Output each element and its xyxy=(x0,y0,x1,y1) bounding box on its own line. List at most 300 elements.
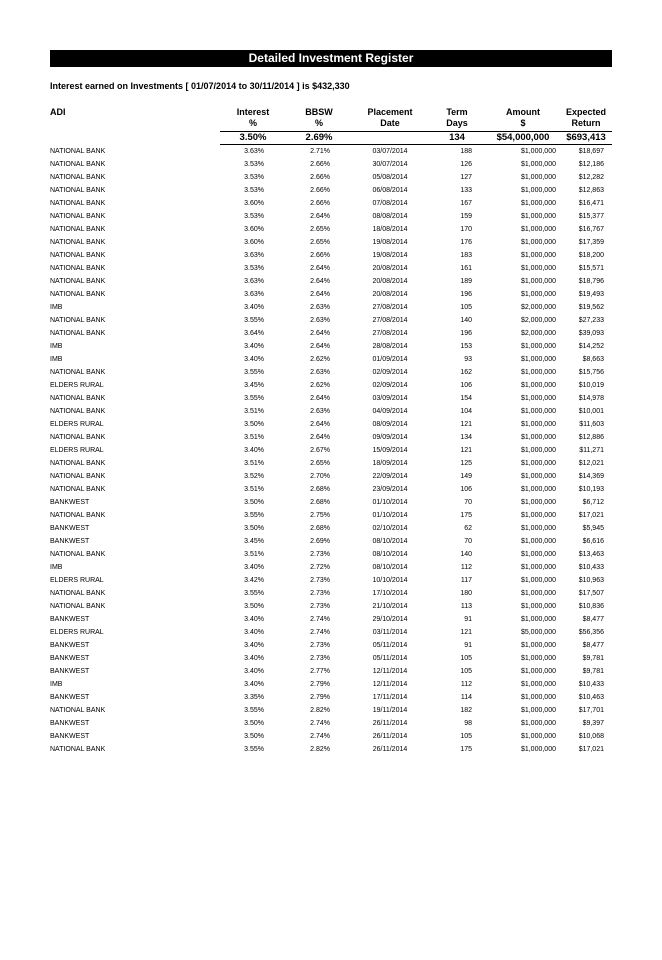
term-days: 196 xyxy=(460,291,472,298)
term-days: 70 xyxy=(464,499,472,506)
table-row xyxy=(50,626,612,639)
expected-return: $15,377 xyxy=(578,213,604,220)
interest-rate: 3.63% xyxy=(244,148,264,155)
interest-rate: 3.40% xyxy=(244,356,264,363)
amount: $1,000,000 xyxy=(520,616,556,623)
expected-return: $16,471 xyxy=(578,200,604,207)
expected-return: $10,001 xyxy=(578,408,604,415)
bbsw-rate: 2.63% xyxy=(310,408,330,415)
header-term-line2: Days xyxy=(446,118,468,128)
interest-rate: 3.40% xyxy=(244,447,264,454)
placement-date: 02/10/2014 xyxy=(372,525,408,532)
amount: $1,000,000 xyxy=(520,538,556,545)
adi-name: BANKWEST xyxy=(50,720,90,727)
amount: $1,000,000 xyxy=(520,161,556,168)
adi-name: IMB xyxy=(50,564,63,571)
placement-date: 30/07/2014 xyxy=(372,161,408,168)
expected-return: $27,233 xyxy=(578,317,604,324)
expected-return: $15,571 xyxy=(578,265,604,272)
table-row xyxy=(50,379,612,392)
bbsw-rate: 2.67% xyxy=(310,447,330,454)
adi-name: ELDERS RURAL xyxy=(50,629,104,636)
interest-rate: 3.40% xyxy=(244,681,264,688)
term-days: 106 xyxy=(460,382,472,389)
bbsw-rate: 2.73% xyxy=(310,655,330,662)
interest-rate: 3.51% xyxy=(244,434,264,441)
term-days: 113 xyxy=(460,603,472,610)
amount: $1,000,000 xyxy=(520,356,556,363)
amount: $1,000,000 xyxy=(520,499,556,506)
placement-date: 22/09/2014 xyxy=(372,473,408,480)
table-row xyxy=(50,561,612,574)
interest-rate: 3.50% xyxy=(244,525,264,532)
placement-date: 27/08/2014 xyxy=(372,304,408,311)
total-expected-return: $693,413 xyxy=(560,132,612,145)
bbsw-rate: 2.71% xyxy=(310,148,330,155)
adi-name: IMB xyxy=(50,681,63,688)
expected-return: $13,463 xyxy=(578,551,604,558)
expected-return: $10,836 xyxy=(578,603,604,610)
expected-return: $15,756 xyxy=(578,369,604,376)
placement-date: 08/10/2014 xyxy=(372,538,408,545)
bbsw-rate: 2.63% xyxy=(310,304,330,311)
expected-return: $17,359 xyxy=(578,239,604,246)
header-amount-line1: Amount xyxy=(506,107,540,117)
placement-date: 10/10/2014 xyxy=(372,577,408,584)
placement-date: 20/08/2014 xyxy=(372,265,408,272)
table-row xyxy=(50,600,612,613)
adi-name: NATIONAL BANK xyxy=(50,161,106,168)
bbsw-rate: 2.65% xyxy=(310,460,330,467)
totals-date-spacer xyxy=(352,132,428,145)
expected-return: $12,886 xyxy=(578,434,604,441)
term-days: 117 xyxy=(460,577,472,584)
placement-date: 27/08/2014 xyxy=(372,317,408,324)
adi-name: NATIONAL BANK xyxy=(50,551,106,558)
table-row xyxy=(50,314,612,327)
table-row xyxy=(50,275,612,288)
interest-rate: 3.42% xyxy=(244,577,264,584)
table-row xyxy=(50,730,612,743)
table-row xyxy=(50,665,612,678)
interest-summary: Interest earned on Investments [ 01/07/2014 to 30/11/2014 ] is $432,330 xyxy=(50,81,350,91)
amount: $1,000,000 xyxy=(520,278,556,285)
bbsw-rate: 2.74% xyxy=(310,733,330,740)
bbsw-rate: 2.64% xyxy=(310,330,330,337)
term-days: 170 xyxy=(460,226,472,233)
bbsw-rate: 2.74% xyxy=(310,720,330,727)
amount: $1,000,000 xyxy=(520,213,556,220)
table-row xyxy=(50,678,612,691)
adi-name: BANKWEST xyxy=(50,642,90,649)
placement-date: 19/08/2014 xyxy=(372,239,408,246)
interest-rate: 3.60% xyxy=(244,239,264,246)
term-days: 91 xyxy=(464,616,472,623)
expected-return: $11,603 xyxy=(579,421,604,428)
expected-return: $9,397 xyxy=(582,720,604,727)
total-interest: 3.50% xyxy=(220,132,286,145)
expected-return: $17,507 xyxy=(578,590,604,597)
interest-rate: 3.50% xyxy=(244,499,264,506)
adi-name: NATIONAL BANK xyxy=(50,213,106,220)
table-row xyxy=(50,704,612,717)
table-row xyxy=(50,353,612,366)
term-days: 127 xyxy=(460,174,472,181)
term-days: 154 xyxy=(460,395,472,402)
term-days: 126 xyxy=(460,161,472,168)
adi-name: BANKWEST xyxy=(50,525,90,532)
expected-return: $6,712 xyxy=(582,499,604,506)
placement-date: 02/09/2014 xyxy=(372,382,408,389)
expected-return: $18,200 xyxy=(578,252,604,259)
investment-rows xyxy=(50,145,612,757)
adi-name: NATIONAL BANK xyxy=(50,278,106,285)
amount: $2,000,000 xyxy=(520,317,556,324)
table-row xyxy=(50,288,612,301)
page-title: Detailed Investment Register xyxy=(50,50,612,67)
table-row xyxy=(50,392,612,405)
bbsw-rate: 2.73% xyxy=(310,577,330,584)
term-days: 140 xyxy=(460,551,472,558)
table-row xyxy=(50,743,612,756)
placement-date: 02/09/2014 xyxy=(372,369,408,376)
table-row xyxy=(50,652,612,665)
expected-return: $10,433 xyxy=(578,681,604,688)
expected-return: $17,021 xyxy=(578,746,604,753)
amount: $1,000,000 xyxy=(520,603,556,610)
interest-rate: 3.40% xyxy=(244,343,264,350)
term-days: 62 xyxy=(464,525,472,532)
term-days: 175 xyxy=(460,746,472,753)
term-days: 104 xyxy=(460,408,472,415)
term-days: 105 xyxy=(460,668,472,675)
interest-rate: 3.50% xyxy=(244,603,264,610)
placement-date: 12/11/2014 xyxy=(372,668,408,675)
bbsw-rate: 2.66% xyxy=(310,174,330,181)
expected-return: $10,963 xyxy=(578,577,604,584)
term-days: 167 xyxy=(460,200,472,207)
table-row xyxy=(50,587,612,600)
bbsw-rate: 2.68% xyxy=(310,499,330,506)
interest-rate: 3.55% xyxy=(244,512,264,519)
term-days: 105 xyxy=(460,733,472,740)
bbsw-rate: 2.64% xyxy=(310,343,330,350)
placement-date: 09/09/2014 xyxy=(372,434,408,441)
bbsw-rate: 2.79% xyxy=(310,694,330,701)
expected-return: $56,356 xyxy=(578,629,604,636)
totals-spacer xyxy=(50,132,220,145)
amount: $1,000,000 xyxy=(520,681,556,688)
table-row xyxy=(50,301,612,314)
interest-rate: 3.51% xyxy=(244,408,264,415)
placement-date: 15/09/2014 xyxy=(372,447,408,454)
bbsw-rate: 2.63% xyxy=(310,369,330,376)
placement-date: 03/07/2014 xyxy=(372,148,408,155)
expected-return: $16,767 xyxy=(578,226,604,233)
adi-name: ELDERS RURAL xyxy=(50,382,104,389)
amount: $1,000,000 xyxy=(520,447,556,454)
table-row xyxy=(50,509,612,522)
header-amount xyxy=(486,107,560,132)
interest-rate: 3.35% xyxy=(244,694,264,701)
table-row xyxy=(50,444,612,457)
term-days: 114 xyxy=(460,694,472,701)
placement-date: 20/08/2014 xyxy=(372,291,408,298)
bbsw-rate: 2.66% xyxy=(310,200,330,207)
adi-name: BANKWEST xyxy=(50,616,90,623)
placement-date: 19/11/2014 xyxy=(372,707,408,714)
term-days: 121 xyxy=(460,421,472,428)
adi-name: NATIONAL BANK xyxy=(50,252,106,259)
placement-date: 17/10/2014 xyxy=(372,590,408,597)
amount: $1,000,000 xyxy=(520,525,556,532)
bbsw-rate: 2.72% xyxy=(310,564,330,571)
amount: $1,000,000 xyxy=(520,265,556,272)
adi-name: NATIONAL BANK xyxy=(50,265,106,272)
term-days: 121 xyxy=(460,629,472,636)
interest-rate: 3.60% xyxy=(244,226,264,233)
header-expected-line1: Expected xyxy=(565,107,607,117)
amount: $1,000,000 xyxy=(520,746,556,753)
expected-return: $6,616 xyxy=(582,538,604,545)
bbsw-rate: 2.75% xyxy=(310,512,330,519)
term-days: 98 xyxy=(464,720,472,727)
placement-date: 01/09/2014 xyxy=(372,356,408,363)
adi-name: NATIONAL BANK xyxy=(50,590,106,597)
amount: $1,000,000 xyxy=(520,512,556,519)
interest-rate: 3.55% xyxy=(244,590,264,597)
amount: $1,000,000 xyxy=(520,460,556,467)
placement-date: 01/10/2014 xyxy=(372,512,408,519)
adi-name: NATIONAL BANK xyxy=(50,226,106,233)
header-placement-date xyxy=(352,107,428,132)
table-row xyxy=(50,405,612,418)
interest-rate: 3.63% xyxy=(244,291,264,298)
bbsw-rate: 2.64% xyxy=(310,434,330,441)
term-days: 91 xyxy=(464,642,472,649)
placement-date: 07/08/2014 xyxy=(372,200,408,207)
expected-return: $39,093 xyxy=(578,330,604,337)
amount: $1,000,000 xyxy=(520,291,556,298)
amount: $1,000,000 xyxy=(520,434,556,441)
bbsw-rate: 2.64% xyxy=(310,421,330,428)
interest-rate: 3.53% xyxy=(244,265,264,272)
expected-return: $17,021 xyxy=(578,512,604,519)
table-row xyxy=(50,535,612,548)
term-days: 133 xyxy=(460,187,472,194)
placement-date: 26/11/2014 xyxy=(372,746,408,753)
adi-name: NATIONAL BANK xyxy=(50,291,106,298)
amount: $1,000,000 xyxy=(520,707,556,714)
bbsw-rate: 2.66% xyxy=(310,252,330,259)
bbsw-rate: 2.69% xyxy=(310,538,330,545)
placement-date: 01/10/2014 xyxy=(372,499,408,506)
placement-date: 12/11/2014 xyxy=(372,681,408,688)
expected-return: $10,068 xyxy=(578,733,604,740)
table-row xyxy=(50,210,612,223)
expected-return: $18,697 xyxy=(578,148,604,155)
amount: $1,000,000 xyxy=(520,252,556,259)
term-days: 196 xyxy=(460,330,472,337)
interest-rate: 3.55% xyxy=(244,317,264,324)
amount: $2,000,000 xyxy=(520,330,556,337)
amount: $1,000,000 xyxy=(520,395,556,402)
expected-return: $12,186 xyxy=(578,161,604,168)
bbsw-rate: 2.64% xyxy=(310,278,330,285)
amount: $1,000,000 xyxy=(520,226,556,233)
adi-name: IMB xyxy=(50,343,63,350)
term-days: 106 xyxy=(460,486,472,493)
adi-name: NATIONAL BANK xyxy=(50,147,106,155)
table-row xyxy=(50,431,612,444)
term-days: 189 xyxy=(460,278,472,285)
table-row xyxy=(50,613,612,626)
amount: $1,000,000 xyxy=(520,200,556,207)
table-row xyxy=(50,236,612,249)
expected-return: $8,477 xyxy=(582,616,604,623)
table-row xyxy=(50,548,612,561)
amount: $1,000,000 xyxy=(520,369,556,376)
interest-rate: 3.55% xyxy=(244,395,264,402)
total-bbsw: 2.69% xyxy=(286,132,352,145)
amount: $1,000,000 xyxy=(520,720,556,727)
interest-rate: 3.51% xyxy=(244,551,264,558)
adi-name: NATIONAL BANK xyxy=(50,460,106,467)
interest-rate: 3.50% xyxy=(244,733,264,740)
interest-rate: 3.55% xyxy=(244,369,264,376)
expected-return: $10,193 xyxy=(578,486,604,493)
adi-name: NATIONAL BANK xyxy=(50,317,106,324)
interest-rate: 3.52% xyxy=(244,473,264,480)
bbsw-rate: 2.74% xyxy=(310,629,330,636)
interest-rate: 3.63% xyxy=(244,252,264,259)
term-days: 70 xyxy=(464,538,472,545)
amount: $1,000,000 xyxy=(520,694,556,701)
bbsw-rate: 2.64% xyxy=(310,395,330,402)
placement-date: 03/11/2014 xyxy=(372,629,408,636)
amount: $1,000,000 xyxy=(520,187,556,194)
interest-rate: 3.53% xyxy=(244,161,264,168)
adi-name: NATIONAL BANK xyxy=(50,187,106,194)
header-bbsw-line2: % xyxy=(314,118,323,128)
adi-name: BANKWEST xyxy=(50,538,90,545)
term-days: 175 xyxy=(460,512,472,519)
table-row xyxy=(50,418,612,431)
term-days: 93 xyxy=(464,356,472,363)
amount: $1,000,000 xyxy=(520,486,556,493)
expected-return: $8,477 xyxy=(582,642,604,649)
placement-date: 18/09/2014 xyxy=(372,460,408,467)
table-row xyxy=(50,470,612,483)
placement-date: 08/10/2014 xyxy=(372,551,408,558)
header-term-days xyxy=(428,107,486,132)
bbsw-rate: 2.73% xyxy=(310,590,330,597)
table-row xyxy=(50,717,612,730)
interest-rate: 3.50% xyxy=(244,421,264,428)
table-row xyxy=(50,522,612,535)
interest-rate: 3.40% xyxy=(244,668,264,675)
term-days: 176 xyxy=(460,239,472,246)
adi-name: NATIONAL BANK xyxy=(50,473,106,480)
expected-return: $10,019 xyxy=(578,382,604,389)
adi-name: NATIONAL BANK xyxy=(50,408,106,415)
table-row xyxy=(50,223,612,236)
total-amount: $54,000,000 xyxy=(486,132,560,145)
adi-name: BANKWEST xyxy=(50,655,90,662)
term-days: 149 xyxy=(460,473,472,480)
placement-date: 19/08/2014 xyxy=(372,252,408,259)
interest-rate: 3.45% xyxy=(244,382,264,389)
expected-return: $10,463 xyxy=(578,694,604,701)
total-term: 134 xyxy=(428,132,486,145)
bbsw-rate: 2.82% xyxy=(310,746,330,753)
amount: $1,000,000 xyxy=(520,239,556,246)
header-placement-line1: Placement xyxy=(367,107,413,117)
interest-rate: 3.40% xyxy=(244,642,264,649)
term-days: 188 xyxy=(460,148,472,155)
bbsw-rate: 2.79% xyxy=(310,681,330,688)
bbsw-rate: 2.74% xyxy=(310,616,330,623)
amount: $1,000,000 xyxy=(520,642,556,649)
expected-return: $14,978 xyxy=(578,395,604,402)
adi-name: NATIONAL BANK xyxy=(50,603,106,610)
placement-date: 29/10/2014 xyxy=(372,616,408,623)
placement-date: 27/08/2014 xyxy=(372,330,408,337)
interest-rate: 3.45% xyxy=(244,538,264,545)
bbsw-rate: 2.64% xyxy=(310,213,330,220)
interest-rate: 3.50% xyxy=(244,720,264,727)
adi-name: IMB xyxy=(50,356,63,363)
amount: $1,000,000 xyxy=(520,590,556,597)
table-row xyxy=(50,691,612,704)
interest-rate: 3.60% xyxy=(244,200,264,207)
amount: $1,000,000 xyxy=(520,668,556,675)
term-days: 112 xyxy=(460,681,472,688)
interest-rate: 3.53% xyxy=(244,174,264,181)
expected-return: $14,252 xyxy=(578,343,604,350)
bbsw-rate: 2.73% xyxy=(310,551,330,558)
expected-return: $5,945 xyxy=(582,525,604,532)
table-row xyxy=(50,262,612,275)
adi-name: NATIONAL BANK xyxy=(50,512,106,519)
adi-name: ELDERS RURAL xyxy=(50,447,104,454)
expected-return: $14,369 xyxy=(578,473,604,480)
bbsw-rate: 2.65% xyxy=(310,239,330,246)
interest-rate: 3.53% xyxy=(244,213,264,220)
term-days: 105 xyxy=(460,655,472,662)
amount: $1,000,000 xyxy=(520,551,556,558)
amount: $1,000,000 xyxy=(520,564,556,571)
expected-return: $9,781 xyxy=(582,668,604,675)
amount: $1,000,000 xyxy=(520,473,556,480)
placement-date: 05/08/2014 xyxy=(372,174,408,181)
totals-row xyxy=(50,132,612,145)
term-days: 121 xyxy=(460,447,472,454)
amount: $1,000,000 xyxy=(520,655,556,662)
term-days: 162 xyxy=(460,369,472,376)
table-row xyxy=(50,574,612,587)
amount: $5,000,000 xyxy=(520,629,556,636)
placement-date: 08/10/2014 xyxy=(372,564,408,571)
amount: $1,000,000 xyxy=(520,343,556,350)
interest-rate: 3.55% xyxy=(244,746,264,753)
placement-date: 05/11/2014 xyxy=(372,655,408,662)
adi-name: NATIONAL BANK xyxy=(50,486,106,493)
amount: $2,000,000 xyxy=(520,304,556,311)
adi-name: NATIONAL BANK xyxy=(50,174,106,181)
interest-rate: 3.40% xyxy=(244,304,264,311)
table-row xyxy=(50,197,612,210)
